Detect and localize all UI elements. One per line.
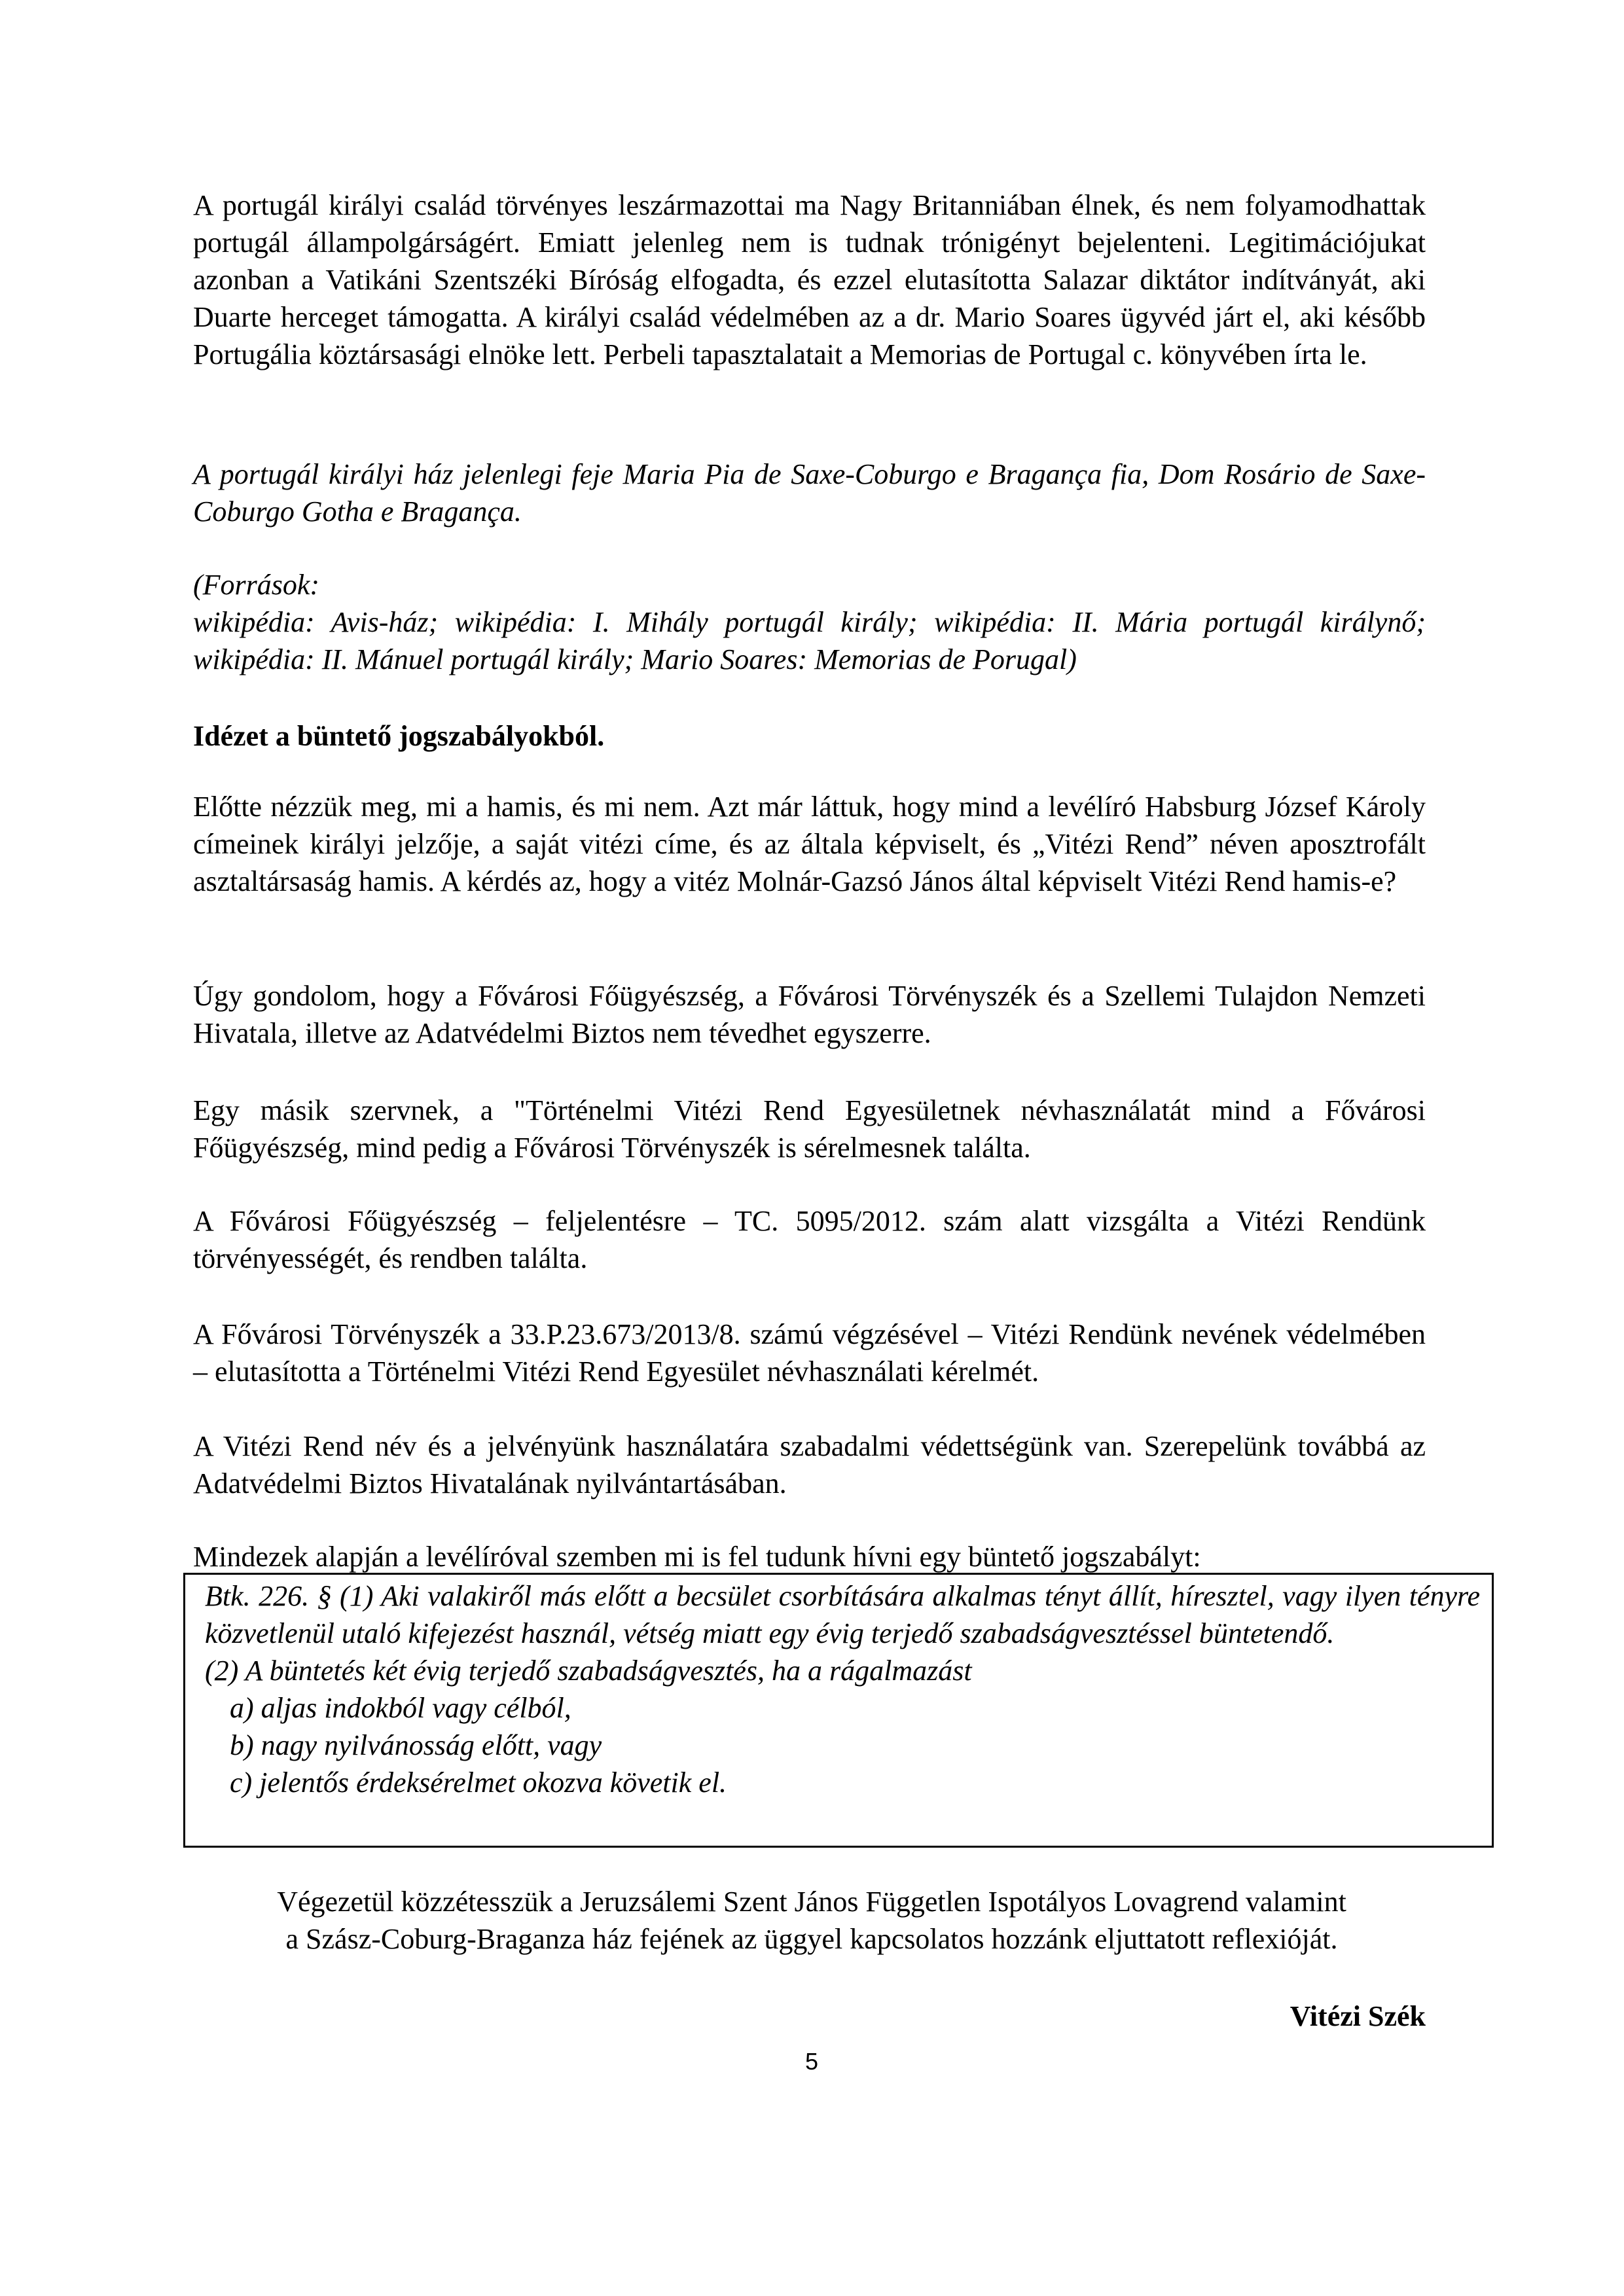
section-heading: Idézet a büntető jogszabályokból.: [193, 720, 605, 752]
closing-line-2: a Szász-Coburg-Braganza ház fejének az üggyel kapcsolatos hozzánk eljuttatott reflexióját.: [285, 1923, 1338, 1955]
closing-statement: [183, 1883, 1440, 1958]
closing-line-1: Végezetül közzétesszük a Jeruzsálemi Szent János Független Ispotályos Lovagrend valamint: [277, 1886, 1346, 1918]
sources-block: [193, 566, 1426, 678]
law-item-c: c) jelentős érdeksérelmet okozva követik el.: [230, 1767, 727, 1799]
paragraph-criminal-law-intro: Mindezek alapján a levélíróval szemben mi is fel tudunk hívni egy büntető jogszabályt:: [193, 1541, 1201, 1573]
law-paragraph-1: Btk. 226. § (1) Aki valakiről más előtt a becsület csorbítására alkalmas tényt állít, híresztel, vagy ilyen tényre közvetlenül utaló kifejezést használ, vétség miatt egy évig terjedő szabadságvesztéssel büntetendő.: [205, 1580, 1480, 1649]
paragraph-false-vs-true: Előtte nézzük meg, mi a hamis, és mi nem. Azt már láttuk, hogy mind a levélíró Habsburg József Károly címeinek királyi jelzője, a saját vitézi címe, és az általa képviselt, és „Vitézi Rend” néven aposztrofált asztaltársaság hamis. A kérdés az, hogy a vitéz Molnár-Gazsó János által képviselt Vitézi Rend hamis-e?: [193, 791, 1426, 897]
signature: Vitézi Szék: [1290, 2000, 1426, 2032]
paragraph-trademark-protection: A Vitézi Rend név és a jelvényünk használatára szabadalmi védettségünk van. Szerepelünk továbbá az Adatvédelmi Biztos Hivatalának nyilvántartásában.: [193, 1430, 1426, 1499]
paragraph-court-ruling: A Fővárosi Törvényszék a 33.P.23.673/2013/8. számú végzésével – Vitézi Rendünk nevének védelmében – elutasította a Történelmi Vitézi Rend Egyesület névhasználati kérelmét.: [193, 1318, 1426, 1388]
page-number: 5: [804, 2048, 819, 2075]
paragraph-portuguese-royal-family: A portugál királyi család törvényes leszármazottai ma Nagy Britanniában élnek, és nem folyamodhattak portugál állampolgárságért. Emiatt jelenleg nem is tudnak trónigényt bejelenteni. Legitimációjukat azonban a Vatikáni Szentszéki Bíróság elfogadta, és ezzel elutasította Salazar diktátor indítványát, aki Duarte herceget támogatta. A királyi család védelmében az a dr. Mario Soares ügyvéd járt el, aki később Portugália köztársasági elnöke lett. Perbeli tapasztalatait a Memorias de Portugal c. könyvében írta le.: [193, 189, 1426, 370]
paragraph-royal-house-head: A portugál királyi ház jelenlegi feje Maria Pia de Saxe-Coburgo e Bragança fia, Dom Rosário de Saxe-Coburgo Gotha e Bragança.: [193, 458, 1426, 528]
paragraph-other-organization: Egy másik szervnek, a "Történelmi Vitézi Rend Egyesületnek névhasználatát mind a Fővárosi Főügyészség, mind pedig a Fővárosi Törvényszék is sérelmesnek találta.: [193, 1094, 1426, 1164]
paragraph-authorities: Úgy gondolom, hogy a Fővárosi Főügyészség, a Fővárosi Törvényszék és a Szellemi Tulajdon Nemzeti Hivatala, illetve az Adatvédelmi Biztos nem tévedhet egyszerre.: [193, 980, 1426, 1049]
sources-heading: (Források:: [193, 569, 320, 601]
law-item-a: a) aljas indokból vagy célból,: [230, 1692, 571, 1724]
paragraph-prosecution-review: A Fővárosi Főügyészség – feljelentésre – TC. 5095/2012. szám alatt vizsgálta a Vitézi Rendünk törvényességét, és rendben találta.: [193, 1205, 1426, 1274]
sources-text: wikipédia: Avis-ház; wikipédia: I. Mihály portugál király; wikipédia: II. Mária portugál királynő; wikipédia: II. Mánuel portugál király; Mario Soares: Memorias de Porugal): [193, 606, 1426, 675]
law-quote-box: [183, 1573, 1494, 1848]
law-item-b: b) nagy nyilvánosság előtt, vagy: [230, 1729, 602, 1761]
law-paragraph-2: (2) A büntetés két évig terjedő szabadságvesztés, ha a rágalmazást: [205, 1655, 972, 1687]
